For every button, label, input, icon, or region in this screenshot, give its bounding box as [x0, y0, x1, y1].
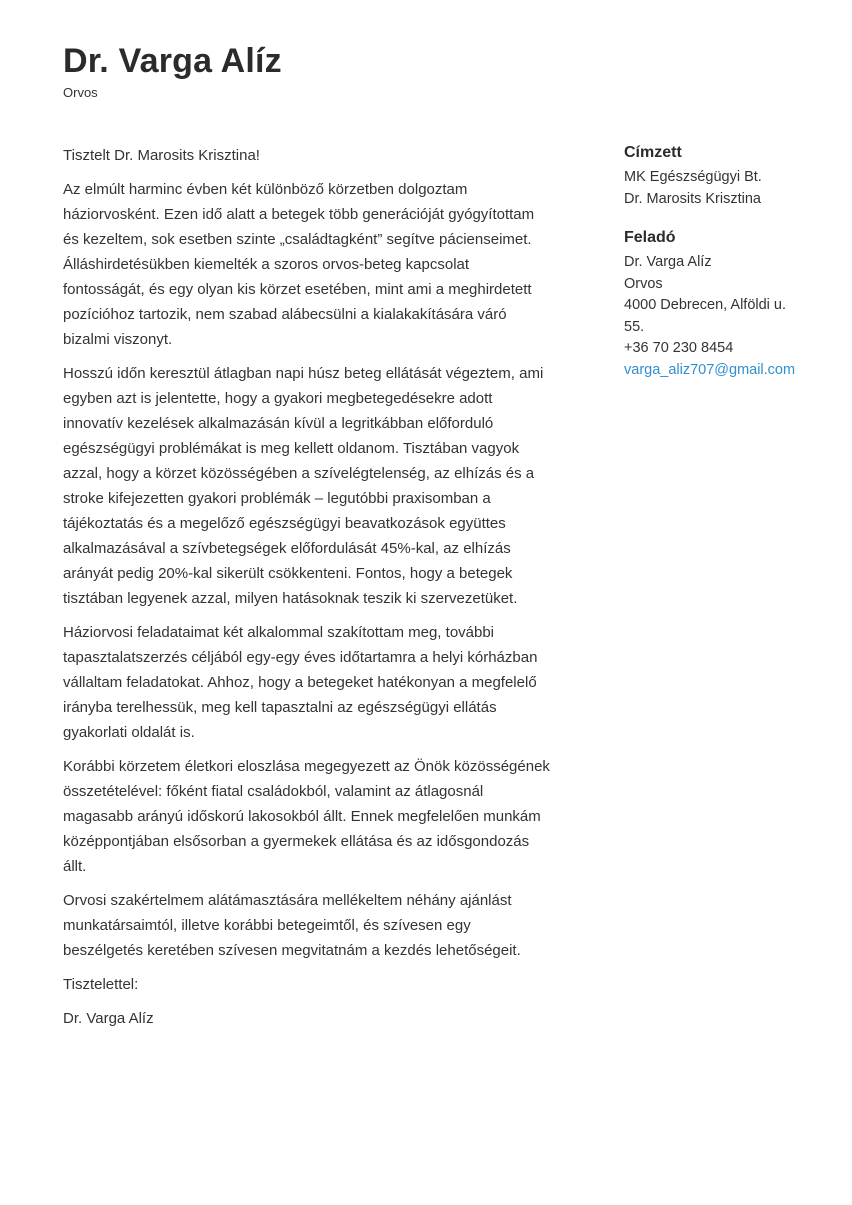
sender-email-link[interactable]: varga_aliz707@gmail.com: [624, 361, 796, 378]
sender-heading: Feladó: [624, 229, 676, 246]
letter-paragraph: Orvosi szakértelmem alátámasztására mellékeltem néhány ajánlást munkatársaimtól, illetve korábbi betegeimtől, és szívesen egy beszélgetés keretében szívesen megvitatnám a kezdés lehetőségeit.: [63, 892, 521, 959]
sender-block: [624, 228, 814, 381]
recipient-company: MK Egészségügyi Bt.: [624, 169, 762, 185]
sender-title: Orvos: [624, 275, 663, 292]
author-name: Dr. Varga Alíz: [63, 42, 282, 80]
letter-paragraph: Korábbi körzetem életkori eloszlása megegyezett az Önök közösségének összetételével: főként fiatal családokból, valamint az átlagosnál magasabb arányú időskorú lakosokból állt. Ennek megfelelően munkám középpontjában elsősorban a gyermekek ellátása és az idősgondozás állt.: [63, 758, 550, 875]
letter-closing: Tisztelettel:: [63, 976, 139, 993]
letter-signature: Dr. Varga Alíz: [63, 1010, 154, 1027]
recipient-name: Dr. Marosits Krisztina: [624, 190, 761, 207]
sender-address-line2: 55.: [624, 318, 645, 335]
letter-paragraph: Háziorvosi feladataimat két alkalommal szakítottam meg, további tapasztalatszerzés céljából egy-egy éves időtartamra a helyi kórházban vállaltam feladatokat. Ahhoz, hogy a betegeket hatékonyan a megfelelő irányba terelhessük, meg kell tapasztalni az egészségügyi ellátás gyakorlati oldalát is.: [63, 624, 538, 741]
recipient-block: [624, 143, 814, 210]
author-title: Orvos: [63, 85, 98, 101]
letter-body: [63, 143, 553, 1040]
letter-paragraph: Hosszú időn keresztül átlagban napi húsz beteg ellátását végeztem, ami egyben azt is jelentette, hogy a gyakori megbetegedésekre adott innovatív kezelések alkalmazásán kívül a legritkábban előforduló egészségügyi problémákat is meg kellett oldanom. Tisztában vagyok azzal, hogy a körzet közösségében a szívelégtelenség, az elhízás és a stroke kifejezetten gyakori problémák – legutóbbi praxisomban a tájékoztatás és a megelőző egészségügyi beavatkozások együttes alkalmazásával a szívbetegségek előfordulását 45%-kal, az elhízás arányát pedig 20%-kal sikerült csökkenteni. Fontos, hogy a betegek tisztában legyenek azzal, milyen hatásoknak teszik ki szervezetüket.: [63, 365, 544, 607]
letter-paragraph: Az elmúlt harminc évben két különböző körzetben dolgoztam háziorvosként. Ezen idő alatt a betegek több generációját gyógyítottam és kezeltem, sok esetben szinte „családtagként” segítve pácienseimet. Álláshirdetésükben kiemelték a szoros orvos-beteg kapcsolat fontosságát, és egy olyan kis körzet esetében, mint ami a meghirdetett pozícióhoz tartozik, nem szabad alábecsülni a kialakakítására váró bizalmi viszonyt.: [63, 181, 535, 348]
sender-address-line1: 4000 Debrecen, Alföldi u.: [624, 297, 787, 313]
letter-greeting: Tisztelt Dr. Marosits Krisztina!: [63, 147, 260, 164]
sender-name: Dr. Varga Alíz: [624, 254, 712, 270]
contact-sidebar: [624, 143, 814, 399]
sender-phone: +36 70 230 8454: [624, 340, 734, 356]
letter-header: [63, 42, 763, 100]
recipient-heading: Címzett: [624, 144, 682, 161]
